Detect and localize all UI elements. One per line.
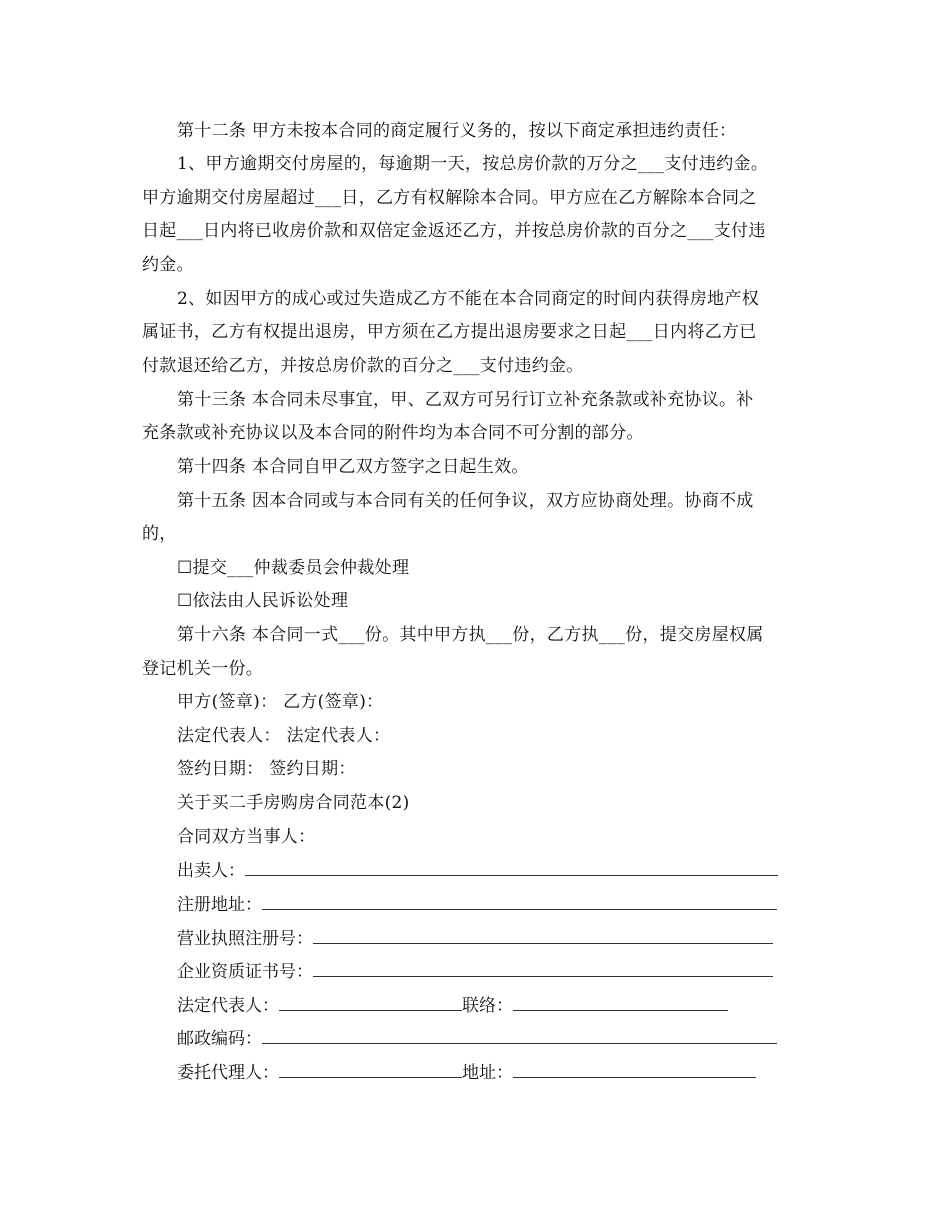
reg-address-label: 注册地址：	[177, 895, 262, 915]
signature-line: 甲方(签章)： 乙方(签章)：	[177, 692, 384, 712]
clause-2-line-2: 属证书，乙方有权提出退房，甲方须在乙方提出退房要求之日起___日内将乙方已	[142, 322, 757, 342]
option-litigation: ☐依法由人民诉讼处理	[177, 591, 349, 611]
seller-field	[177, 859, 778, 882]
clause-1-line-3: 日起___日内将已收房价款和双倍定金返还乙方，并按总房价款的百分之___支付违	[142, 221, 766, 241]
article-13-line-1: 第十三条 本合同未尽事宜，甲、乙双方可另行订立补充条款或补充协议。补	[177, 390, 754, 410]
seller-blank[interactable]	[245, 859, 778, 876]
postcode-field	[177, 1027, 777, 1050]
qual-cert-field	[177, 960, 773, 983]
contact-label: 联络：	[462, 996, 513, 1016]
clause-1-line-2: 甲方逾期交付房屋超过___日，乙方有权解除本合同。甲方应在乙方解除本合同之	[142, 188, 757, 208]
agent-blank[interactable]	[279, 1061, 462, 1078]
address-blank[interactable]	[513, 1061, 756, 1078]
postcode-label: 邮政编码：	[177, 1029, 262, 1049]
legal-rep-label: 法定代表人：	[177, 996, 279, 1016]
postcode-blank[interactable]	[262, 1027, 777, 1044]
agent-label: 委托代理人：	[177, 1063, 279, 1083]
license-no-blank[interactable]	[313, 927, 773, 944]
article-14: 第十四条 本合同自甲乙双方签字之日起生效。	[177, 457, 529, 477]
clause-1-line-4: 约金。	[142, 255, 194, 275]
parties-heading: 合同双方当事人：	[177, 827, 316, 847]
legal-rep-line: 法定代表人： 法定代表人：	[177, 726, 391, 746]
legal-rep-blank[interactable]	[279, 994, 462, 1011]
clause-2-line-1: 2、如因甲方的成心或过失造成乙方不能在本合同商定的时间内获得房地产权	[177, 289, 760, 309]
clause-1-line-1: 1、甲方逾期交付房屋的，每逾期一天，按总房价款的万分之___支付违约金。	[177, 154, 769, 174]
qual-cert-label: 企业资质证书号：	[177, 962, 313, 982]
article-16-line-1: 第十六条 本合同一式___份。其中甲方执___份，乙方执___份，提交房屋权属	[177, 625, 764, 645]
legal-rep-field	[177, 994, 728, 1017]
sign-date-line: 签约日期： 签约日期：	[177, 759, 356, 779]
clause-2-line-3: 付款退还给乙方，并按总房价款的百分之___支付违约金。	[142, 356, 584, 376]
qual-cert-blank[interactable]	[313, 960, 773, 977]
reg-address-field	[177, 893, 777, 916]
license-no-field	[177, 927, 773, 950]
contact-blank[interactable]	[513, 994, 728, 1011]
article-16-line-2: 登记机关一份。	[142, 659, 264, 679]
seller-label: 出卖人：	[177, 861, 245, 881]
address-label: 地址：	[462, 1063, 513, 1083]
article-15-line-1: 第十五条 因本合同或与本合同有关的任何争议，双方应协商处理。协商不成	[177, 491, 754, 511]
contract-title-2: 关于买二手房购房合同范本(2)	[177, 793, 410, 813]
article-13-line-2: 充条款或补充协议以及本合同的附件均为本合同不可分割的部分。	[142, 423, 644, 443]
article-15-line-2: 的，	[142, 524, 177, 544]
agent-field	[177, 1061, 756, 1084]
option-arbitration: ☐提交___仲裁委员会仲裁处理	[177, 558, 410, 578]
article-12-heading: 第十二条 甲方未按本合同的商定履行义务的，按以下商定承担违约责任：	[177, 121, 737, 141]
license-no-label: 营业执照注册号：	[177, 929, 313, 949]
reg-address-blank[interactable]	[262, 893, 777, 910]
